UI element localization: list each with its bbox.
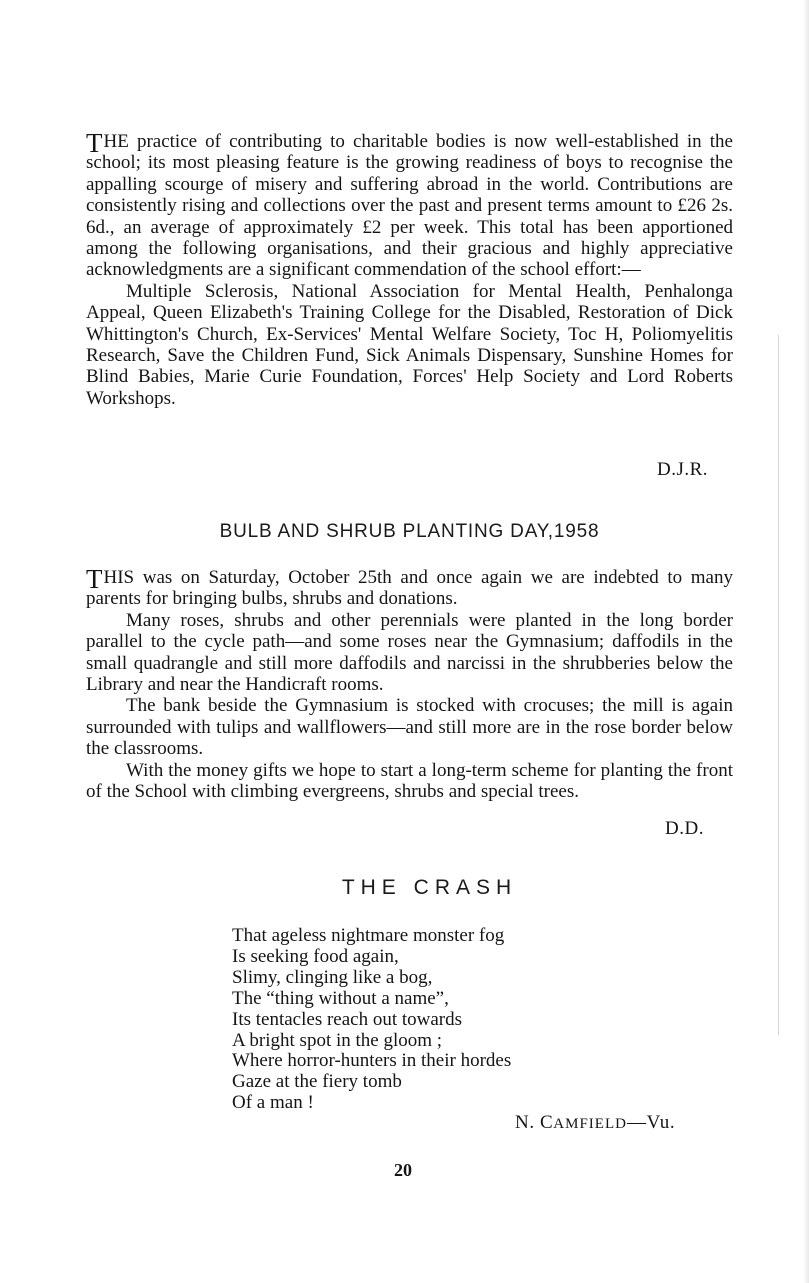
bulb-paragraph-1 [86,564,733,610]
poem-line: Where horror-hunters in their hordes [232,1050,512,1072]
poem-title: THE CRASH [341,876,518,899]
charity-signature: D.J.R. [657,459,709,480]
dropcap: T [86,128,103,158]
poem-line: Gaze at the fiery tomb [232,1071,402,1093]
page-edge [803,0,809,1283]
poem-body [232,926,511,1114]
poem-line: The “thing without a name”, [232,987,449,1009]
charity-article [86,128,733,409]
charity-paragraph-1 [86,128,733,281]
poem-line: Its tentacles reach out towards [232,1008,463,1030]
bulb-paragraph-2: Many roses, shrubs and other perennials were planted in the long border parallel to the cycle path—and some roses near the Gymnasium; daffodils in the small quadrangle and still more daffodils and narcissi in the shrubberies below the Library and near the Handicraft rooms. [86,609,733,696]
poem-line: Of a man ! [232,1092,314,1114]
bulb-text-1: HIS was on Saturday, October 25th and once again we are indebted to many parents for bringing bulbs, shrubs and donations. [86,567,733,610]
charity-text-1: HE practice of contributing to charitable bodies is now well-established in the school; its most pleasing feature is the growing readiness of boys to recognise the appalling scourge of misery and suffering abroad in the world. Contributions are consistently rising and collections over the past and present terms amount to £26 2s. 6d., an average of approximately £2 per week. This total has been apportioned among the following organisations, and their gracious and highly appreciative acknowledgments are a significant commendation of the school effort:— [86,131,733,281]
dropcap: T [86,564,103,594]
poem-line: Is seeking food again, [232,945,399,967]
author-suffix: —Vu. [626,1112,676,1133]
poem-line: Slimy, clinging like a bog, [232,966,433,988]
charity-organisations-list: Multiple Sclerosis, National Association for Mental Health, Penhalonga Appeal, Queen Elizabeth's Training College for the Disabled, Restoration of Dick Whittington's Church, Ex-Services' Mental Welfare Society, Toc H, Poliomyelitis Research, Save the Children Fund, Sick Animals Dispensary, Sunshine Homes for Blind Babies, Marie Curie Foundation, Forces' Help Society and Lord Roberts Workshops. [86,280,733,409]
bulb-paragraph-4: With the money gifts we hope to start a long-term scheme for planting the front of the School with climbing evergreens, shrubs and special trees. [86,759,733,803]
author-initial: N. C [515,1112,554,1133]
bulb-paragraph-3: The bank beside the Gymnasium is stocked with crocuses; the mill is again surrounded with tulips and wallflowers—and still more are in the rose border below the classrooms. [86,695,733,760]
bulb-signature: D.D. [665,818,704,839]
poem-line: A bright spot in the gloom ; [232,1029,443,1051]
bulb-article [86,564,733,803]
poem-line: That ageless nightmare monster fog [232,925,505,946]
poem-author [515,1112,675,1134]
author-surname: AMFIELD [553,1116,627,1132]
bulb-heading: BULB AND SHRUB PLANTING DAY,1958 [219,521,600,542]
page-number: 20 [394,1160,412,1180]
page-fold-line [778,335,779,1035]
